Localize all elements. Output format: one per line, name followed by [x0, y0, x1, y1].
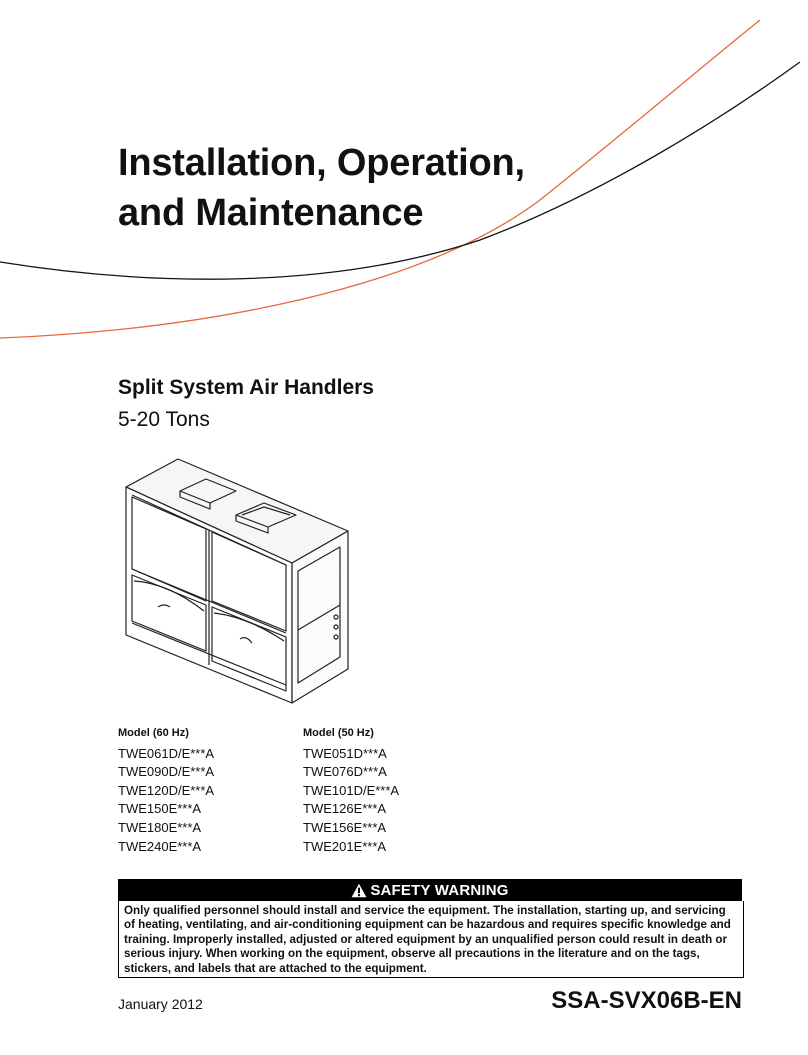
warning-triangle-icon — [351, 883, 367, 898]
title-line-2: and Maintenance — [118, 192, 424, 234]
models-50hz-heading: Model (50 Hz) — [303, 727, 374, 739]
models-50hz — [303, 724, 399, 856]
safety-warning-text: Only qualified personnel should install and service the equipment. The installation, starting up, and servicing of heating, ventilating, and air-conditioning equipment can be hazardous and requires specific knowledge and training. Improperly installed, adjusted or altered equipment by an unqualified person could result in death or serious injury. When working on the equipment, observe all precautions in the literature and on the tags, stickers, and labels that are attached to the equipment. — [118, 901, 744, 978]
model-item: TWE051D***A — [303, 745, 387, 761]
air-handler-illustration — [118, 455, 358, 705]
models-60hz — [118, 724, 214, 856]
publication-date: January 2012 — [118, 996, 203, 1012]
safety-warning-header — [118, 879, 742, 901]
product-capacity: 5-20 Tons — [118, 408, 210, 431]
model-item: TWE101D/E***A — [303, 782, 400, 798]
model-item: TWE240E***A — [118, 838, 202, 854]
model-item: TWE090D/E***A — [118, 764, 215, 780]
model-item: TWE201E***A — [303, 838, 387, 854]
document-title — [118, 138, 738, 238]
model-item: TWE150E***A — [118, 801, 202, 817]
model-item: TWE120D/E***A — [118, 782, 215, 798]
product-name: Split System Air Handlers — [118, 376, 374, 399]
model-item: TWE126E***A — [303, 801, 387, 817]
model-item: TWE156E***A — [303, 819, 387, 835]
document-number: SSA-SVX06B-EN — [551, 987, 742, 1014]
title-line-1: Installation, Operation, — [118, 142, 525, 184]
model-item: TWE180E***A — [118, 819, 202, 835]
models-60hz-heading: Model (60 Hz) — [118, 727, 189, 739]
model-item: TWE061D/E***A — [118, 745, 215, 761]
model-item: TWE076D***A — [303, 764, 387, 780]
safety-warning-heading: SAFETY WARNING — [370, 881, 509, 899]
